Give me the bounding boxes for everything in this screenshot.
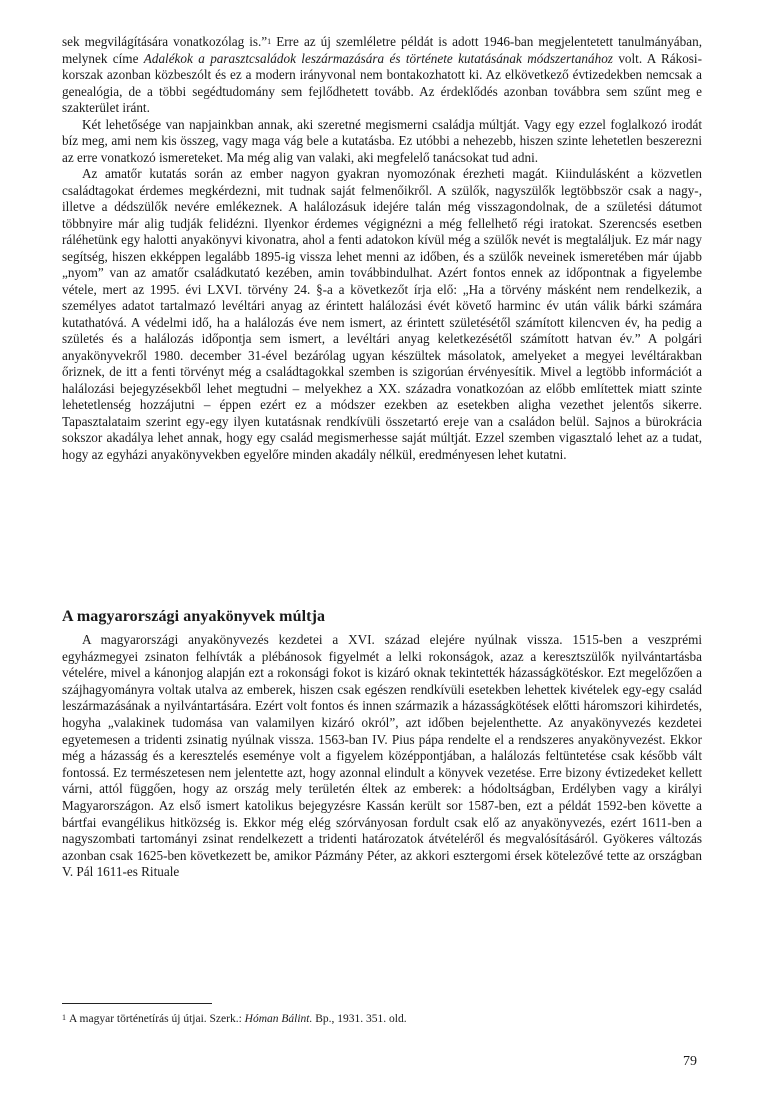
paragraph: Az amatőr kutatás során az ember nagyon gyakran nyomozónak érezheti magát. Kiindulásként a közvetlen családtagokat érdemes megkérdezni, mit tudnak saját felmenőikről. A szülők, nagyszülők legtöbbször csak a nagy-, illetve a dédszülők nevére emlékeznek. A halálozásuk idejére talán még visszagondolnak, de a születési dátumot többnyire már alig tudják felidézni. Ilyenkor érdemes végignézni a még fellelhető régi iratokat. Szerencsés esetben ráléhetünk egy halotti anyakönyvi kivonatra, ahol a fenti adatokon kívül még a szülők nevét is megtaláljuk. Ez már nagy segítség, hiszen ekképpen legalább 1895-ig vissza lehet menni az időben, és a szülők neveinek ismeretében már újabb „nyom” van az amatőr családkutató kezében, amin továbbindulhat. Azért fontos ennek az időpontnak a figyelembe vétele, mert az 1995. évi LXVI. törvény 24. §-a a következőt írja elő: „Ha a törvény másként nem rendelkezik, a személyes adatot tartalmazó levéltári anyag az érintett halálozási évét követő harminc év után válik bárki számára kutathatóvá. A védelmi idő, ha a halálozás éve nem ismert, az érintett születésétől számított kilencven év, ha pedig a születés és a halálozás időpontja sem ismert, a levéltári anyag keletkezésétől számított hatvan év.” A polgári anyakönyvekről 1980. december 31-ével bezárólag ugyan készültek másolatok, amelyeket a megyei levéltárakban őriznek, de itt a fenti törvényt még a családtagokkal szemben is szigorúan érvényesítik. Mivel a legtöbb információt a halálozási bejegyzésekből lehet megtudni – melyekhez a XX. századra vonatkozóan az előbb említettek miatt szinte lehetetlenség hozzájutni – éppen ezért ez a módszer ezekben az esetekben aligha vezethet jelentős sikerre. Tapasztalataim szerint egy-egy ilyen kutatásnak rendkívüli összetartó ereje van a családon belül. Sajnos a bürokrácia sokszor akadálya lehet annak, hogy egy család megismerhesse saját múltját. Ezzel szemben vigasztaló lehet az a tudat, hogy az egyházi anyakönyvekben egyelőre minden akadály nélkül, eredményesen lehet kutatni. — [62, 166, 702, 462]
footnote-text: Bp., 1931. 351. old. — [312, 1013, 407, 1025]
footnote — [62, 1012, 702, 1026]
section-heading: A magyarországi anyakönyvek múltja — [62, 608, 326, 625]
footnote-reference: 1 — [267, 37, 272, 46]
footnote-divider — [62, 1003, 212, 1004]
footnote-mark: 1 — [62, 1013, 66, 1022]
text-run: volt. A Rákosi-korszak azonban közbeszólt és ez a modern irányvonal nem bontakozhatott ki. Az elkövetkező évtizedekben nemcsak a genealógia, de a többi segédtudomány sem fejlődhetett tovább. Az érdeklődés azonban továbbra sem szűnt meg e szakterület iránt. — [62, 50, 702, 115]
section-body — [62, 632, 702, 881]
cited-title: Adalékok a parasztcsaládok leszármazására és története kutatásának módszertanához — [143, 50, 613, 66]
text-run: sek megvilágítására vonatkozólag is.” — [62, 34, 268, 49]
footnote-text: A magyar történetírás új útjai. Szerk.: — [69, 1013, 245, 1025]
footnote-editor: Hóman Bálint. — [244, 1013, 313, 1025]
paragraph: A magyarországi anyakönyvezés kezdetei a XVI. század elejére nyúlnak vissza. 1515-ben a veszprémi egyházmegyei zsinaton felhívták a plébánosok figyelmét a lelki rokonságok, azaz a keresztszülők nyilvántartásba vételére, mivel a kánonjog alapján ezt a rokonsági fokot is kizáró oknak tekintették házasságkötéskor. Ezt megelőzően a szájhagyományra voltak utalva az emberek, hiszen csak egészen rendkívüli esetekben lehettek kivételek egy-egy család leszármazásának a nyilvántartására. Ezért volt fontos és innen származik a házasságkötések előtti háromszori kihirdetés, hogyha „valakinek tudomása van valamilyen kizáró okról”, azt időben bejelenthette. Az anyakönyvezés kezdetei egyetemesen a tridenti zsinatig nyúlnak vissza. 1563-ban IV. Pius pápa rendelte el a rendszeres anyakönyvezést. Ekkor még a házasság és a keresztelés eseménye volt a figyelem középpontjában, a halálozás feltüntetése csak később vált fontossá. Ez természetesen nem jelentette azt, hogy azonnal elindult a könyvek vezetése. Erre bizony évtizedeket kellett várni, attól függően, hogy az ország mely területén éltek az emberek: a hódoltságban, Erdélyben vagy a királyi Magyarországon. Az első ismert katolikus bejegyzésre Kassán került sor 1587-ben, ezt a példát 1592-ben követte a bártfai evangélikus hitközség is. Ekkor még elég szórványosan fordult csak elő az anyakönyvezés, ezért 1611-ben a nagyszombati tartományi zsinat rendelkezett a tridenti határozatok átvételéről és megvalósításáról. Gyökeres változás azonban csak 1625-ben következett be, amikor Pázmány Péter, az akkori esztergomi érsek kötelezővé tette az országban V. Pál 1611-es Rituale — [62, 632, 702, 880]
paragraph: Két lehetősége van napjainkban annak, aki szeretné megismerni családja múltját. Vagy egy ezzel foglalkozó irodát bíz meg, ami nem kis összeg, vagy maga vág bele a kutatásba. Ez utóbbi a nehezebb, hiszen szinte lehetetlen beszerezni az erre vonatkozó ismereteket. Ma még alig van valaki, aki megfelelő tanácsokat tud adni. — [62, 116, 702, 165]
text-run: Erre az új szemléletre példát is adott 1946-ban megjelentetett tanulmányában, melynek címe — [62, 34, 702, 66]
page-number: 79 — [683, 1054, 697, 1069]
paragraph — [62, 34, 702, 117]
body-text — [62, 34, 702, 463]
